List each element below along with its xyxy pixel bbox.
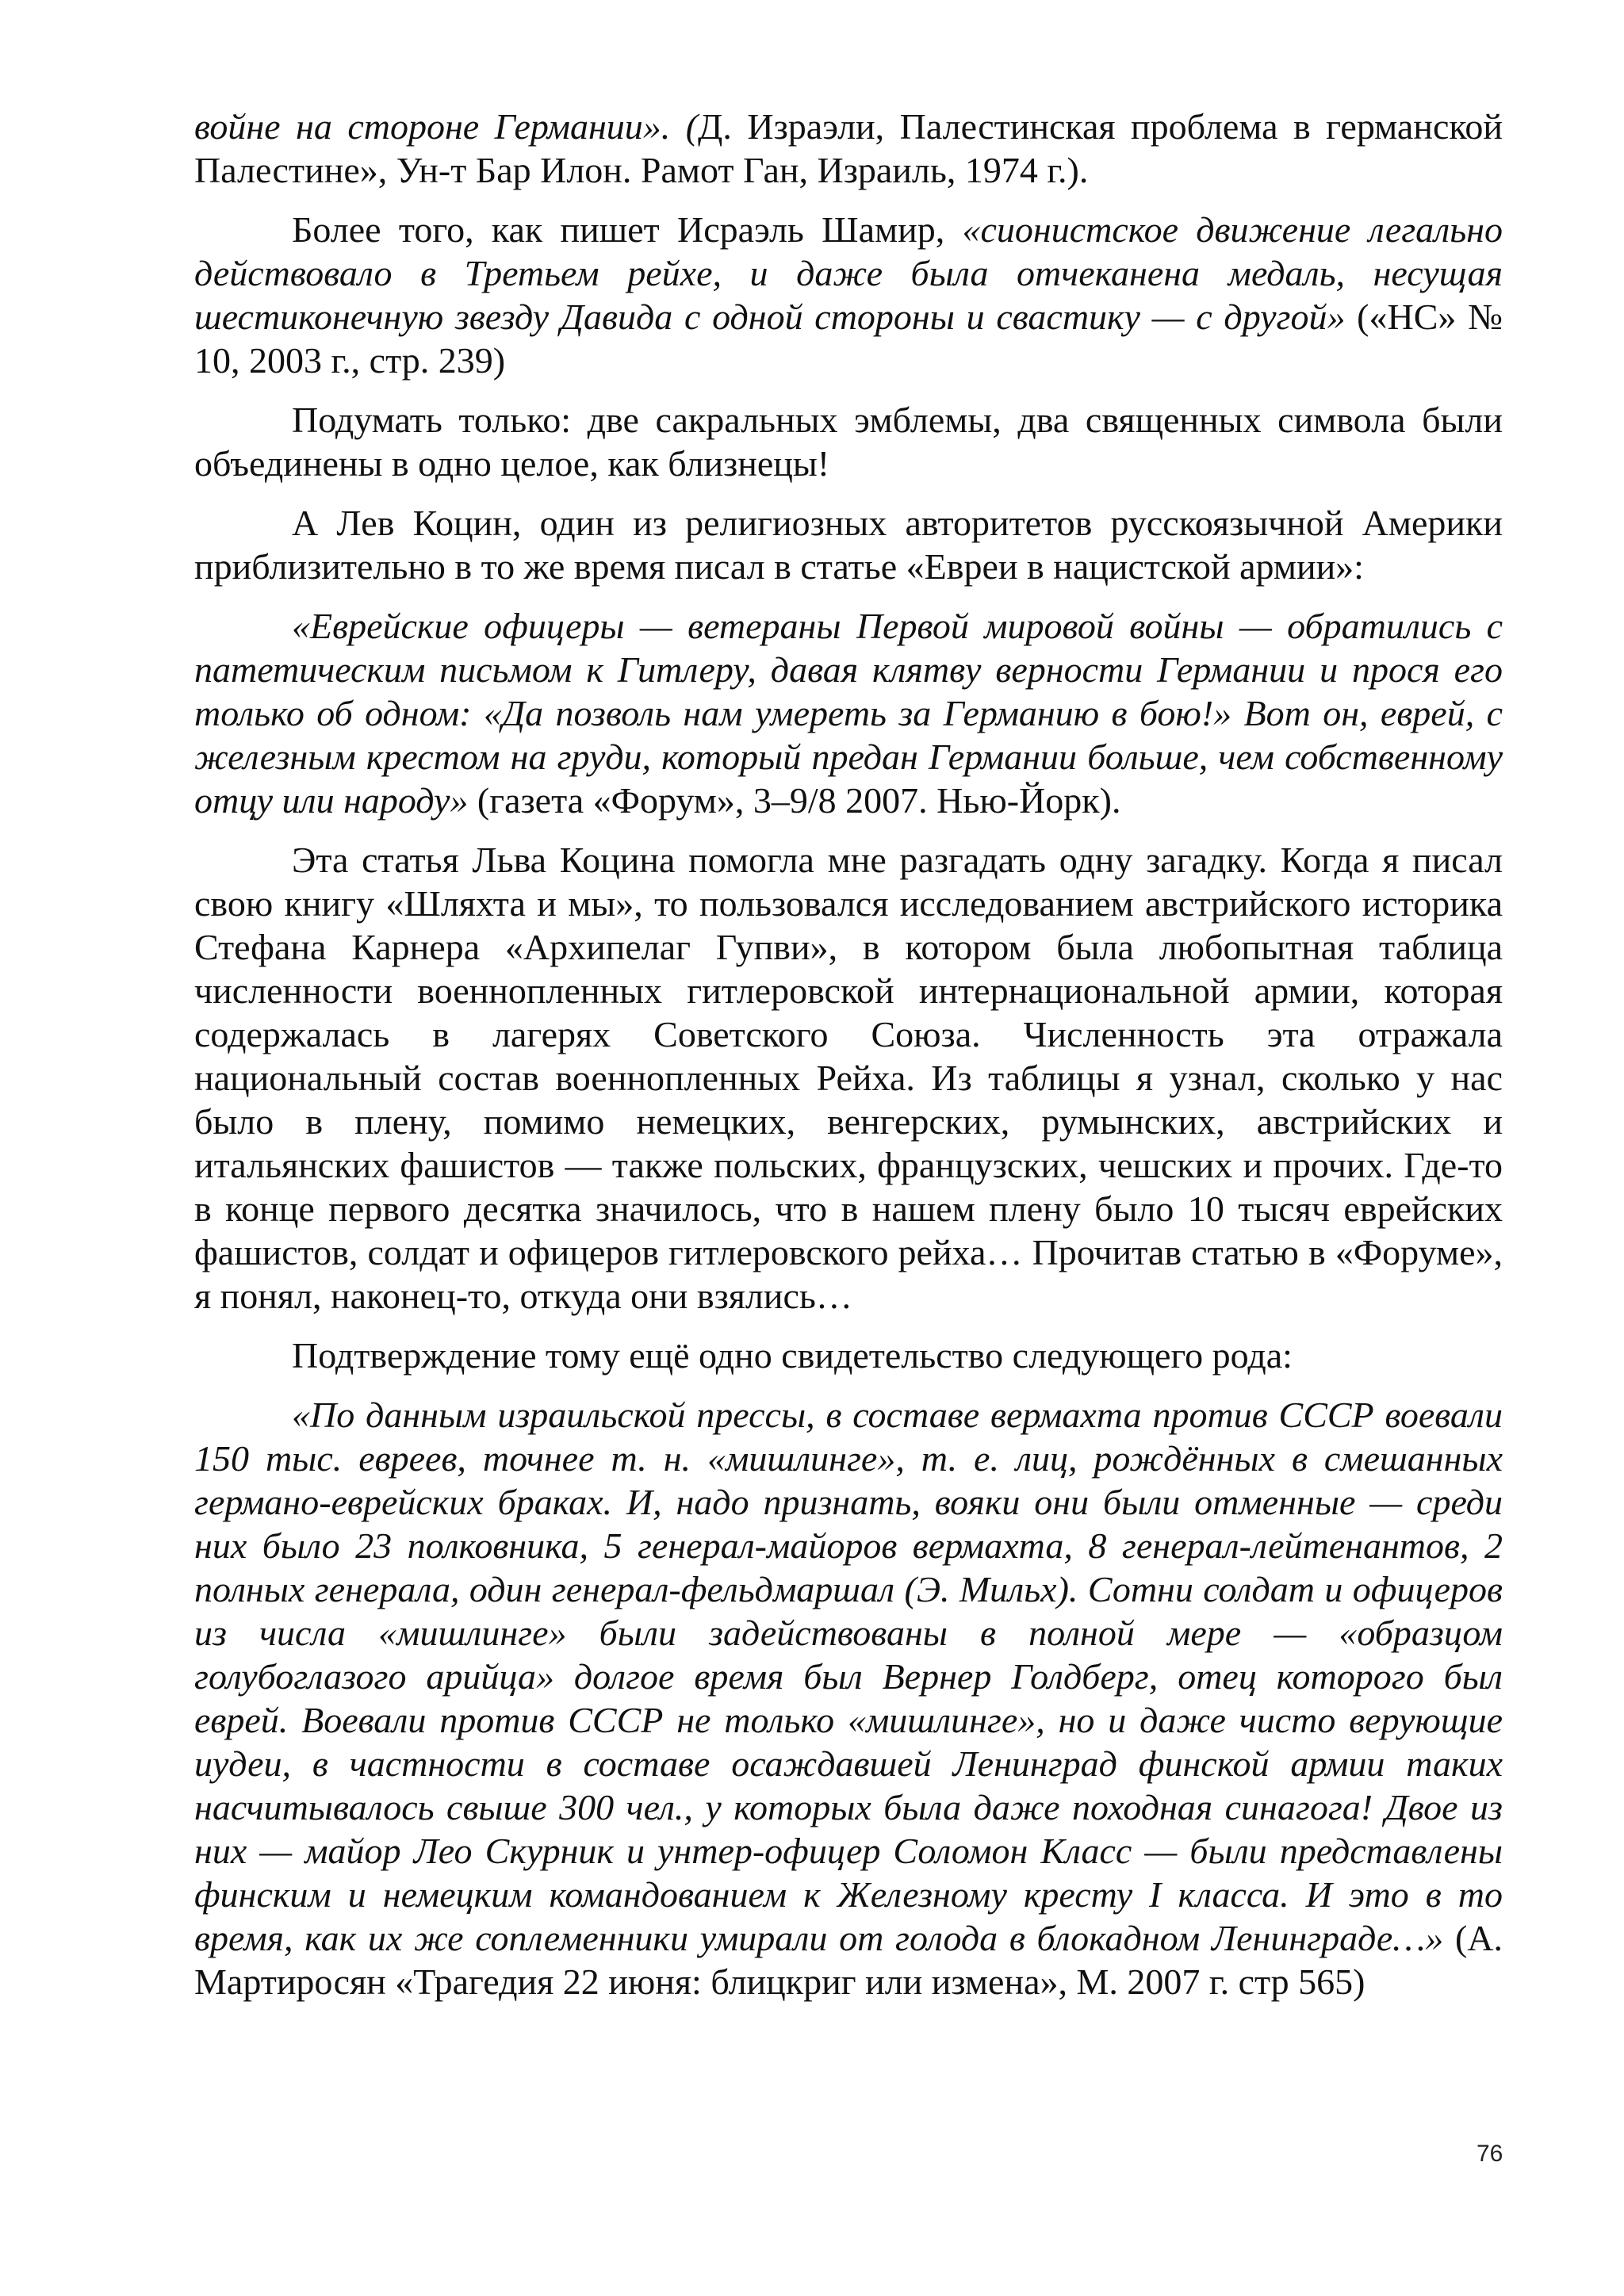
body-text: Подтверждение тому ещё одно свидетельство следующего рода:: [292, 1335, 1293, 1376]
quote-text: «По данным израильской прессы, в составе вермахта против СССР воевали 150 тыс. евреев, точнее т. н. «мишлинге», т. е. лиц, рождённых в смешанных германо-еврейских браках. И, надо признать, вояки они были отменные — среди них было 23 полковника, 5 генерал-майоров вермахта, 8 генерал-лейтенантов, 2 полных генерала, один генерал-фельдмаршал (Э. Мильх). Сотни солдат и офицеров из числа «мишлинге» были задействованы в полной мере — «образцом голубоглазого арийца» долгое время был Вернер Голдберг, отец которого был еврей. Воевали против СССР не только «мишлинге», но и даже чисто верующие иудеи, в частности в составе осаждавшей Ленинград финской армии таких насчитывалось свыше 300 чел., у которых была даже походная синагога! Двое из них — майор Лео Скурник и унтер-офицер Соломон Класс — были представлены финским и немецким командованием к Железному кресту I класса. И это в то время, как их же соплеменники умирали от голода в блокадном Ленинграде…»: [194, 1395, 1503, 1958]
body-text: А Лев Коцин, один из религиозных авторитетов русскоязычной Америки приблизительно в то же время писал в статье «Евреи в нацистской армии»:: [194, 503, 1503, 587]
paragraph-7: [194, 1334, 1503, 1377]
body-text: Подумать только: две сакральных эмблемы, два священных символа были объединены в одно целое, как близнецы!: [194, 400, 1503, 484]
paragraph-6: [194, 838, 1503, 1318]
paragraph-8: [194, 1393, 1503, 2003]
quote-text: «сионистское движение легально действовало в Третьем рейхе, и даже была отчеканена медаль, несущая шестиконечную звезду Давида с одной стороны и свастику — с другой»: [194, 209, 1503, 337]
page-number: 76: [1477, 2141, 1503, 2167]
quote-text: «Еврейские офицеры — ветераны Первой мировой войны — обратились с патетическим письмом к Гитлеру, давая клятву верности Германии и прося его только об одном: «Да позволь нам умереть за Германию в бою!» Вот он, еврей, с железным крестом на груди, который предан Германии больше, чем собственному отцу или народу»: [194, 606, 1503, 821]
quote-text: войне на стороне Германии». (: [194, 106, 699, 147]
paragraph-3: [194, 398, 1503, 485]
page-body: [194, 105, 1503, 2019]
paragraph-2: [194, 208, 1503, 382]
paragraph-5: [194, 604, 1503, 822]
citation-text: («НС» № 10, 2003 г., стр. 239): [194, 297, 1503, 381]
paragraph-4: [194, 501, 1503, 588]
citation-text: Д. Израэли, Палестинская проблема в германской Палестине», Ун-т Бар Илон. Рамот Ган, Израиль, 1974 г.).: [194, 106, 1503, 190]
citation-text: (газета «Форум», 3–9/8 2007. Нью-Йорк).: [468, 780, 1121, 821]
paragraph-1: [194, 105, 1503, 192]
body-text: Более того, как пишет Исраэль Шамир,: [292, 209, 963, 250]
citation-text: (А. Мартиросян «Трагедия 22 июня: блицкриг или измена», М. 2007 г. стр 565): [194, 1918, 1503, 2002]
body-text: Эта статья Льва Коцина помогла мне разгадать одну загадку. Когда я писал свою книгу «Шляхта и мы», то пользовался исследованием австрийского историка Стефана Карнера «Архипелаг Гупви», в котором была любопытная таблица численности военнопленных гитлеровской интернациональной армии, которая содержалась в лагерях Советского Союза. Численность эта отражала национальный состав военнопленных Рейха. Из таблицы я узнал, сколько у нас было в плену, помимо немецких, венгерских, румынских, австрийских и итальянских фашистов — также польских, французских, чешских и прочих. Где-то в конце первого десятка значилось, что в нашем плену было 10 тысяч еврейских фашистов, солдат и офицеров гитлеровского рейха… Прочитав статью в «Форуме», я понял, наконец-то, откуда они взялись…: [194, 840, 1503, 1316]
